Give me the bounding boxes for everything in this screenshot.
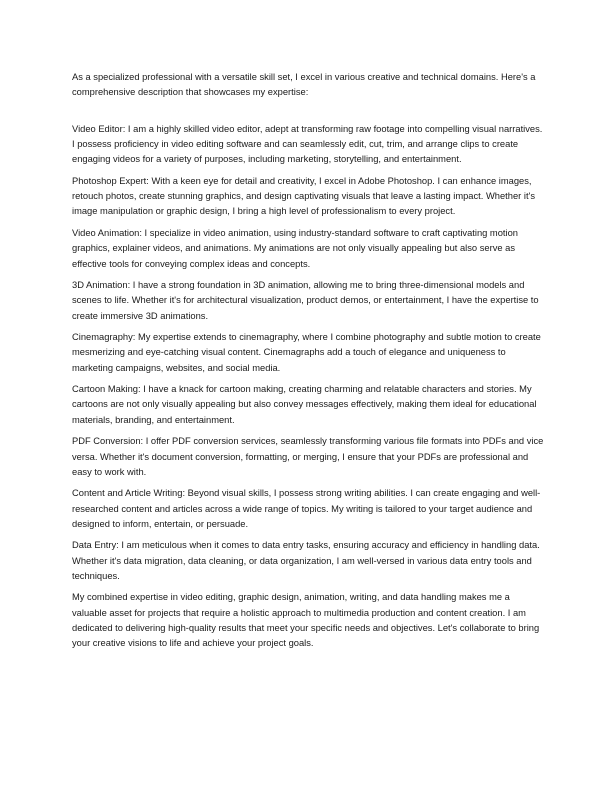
paragraph-cinemagraphy: Cinemagraphy: My expertise extends to cinemagraphy, where I combine photography and subtle motion to create mesmerizing and eye-catching visual content. Cinemagraphs add a touch of elegance and uniqueness to marketing campaigns, websites, and social media. bbox=[72, 332, 541, 373]
document-body bbox=[72, 70, 544, 658]
paragraph-video-editor: Video Editor: I am a highly skilled video editor, adept at transforming raw footage into compelling visual narratives. I possess proficiency in video editing software and can seamlessly edit, cut, trim, and arrange clips to create engaging videos for a variety of purposes, including marketing, storytelling, and entertainment. bbox=[72, 123, 543, 165]
paragraph-data-entry: Data Entry: I am meticulous when it comes to data entry tasks, ensuring accuracy and efficiency in handling data. Whether it's data migration, data cleaning, or data organization, I am well-versed in various data entry tools and techniques. bbox=[72, 540, 540, 581]
paragraph-photoshop-expert: Photoshop Expert: With a keen eye for detail and creativity, I excel in Adobe Photoshop. I can enhance images, retouch photos, create stunning graphics, and design captivating visuals that leave a lasting impact. Whether it's image manipulation or graphic design, I bring a high level of professionalism to every project. bbox=[72, 175, 536, 217]
closing-paragraph: My combined expertise in video editing, graphic design, animation, writing, and data handling makes me a valuable asset for projects that require a holistic approach to multimedia production and content creation. I am dedicated to delivering high-quality results that meet your specific needs and objectives. Let's collaborate to bring your creative visions to life and achieve your project goals. bbox=[72, 592, 540, 649]
intro-paragraph: As a specialized professional with a versatile skill set, I excel in various creative and technical domains. Here's a comprehensive description that showcases my expertise: bbox=[72, 72, 536, 98]
paragraph-video-animation: Video Animation: I specialize in video animation, using industry-standard software to craft captivating motion graphics, explainer videos, and animations. My animations are not only visually appealing but also serve as effective tools for conveying complex ideas and concepts. bbox=[72, 227, 518, 269]
paragraph-content-writing: Content and Article Writing: Beyond visual skills, I possess strong writing abilities. I can create engaging and well-researched content and articles across a wide range of topics. My writing is tailored to your target audience and designed to inform, entertain, or persuade. bbox=[72, 488, 541, 529]
paragraph-pdf-conversion: PDF Conversion: I offer PDF conversion services, seamlessly transforming various file formats into PDFs and vice versa. Whether it's document conversion, formatting, or merging, I ensure that your PDFs are professional and easy to work with. bbox=[72, 436, 544, 477]
paragraph-cartoon-making: Cartoon Making: I have a knack for cartoon making, creating charming and relatable characters and stories. My cartoons are not only visually appealing but also convey messages effectively, making them ideal for educational materials, branding, and entertainment. bbox=[72, 384, 537, 425]
paragraph-3d-animation: 3D Animation: I have a strong foundation in 3D animation, allowing me to bring three-dimensional models and scenes to life. Whether it's for architectural visualization, product demos, or entertainment, I have the expertise to create immersive 3D animations. bbox=[72, 280, 539, 321]
